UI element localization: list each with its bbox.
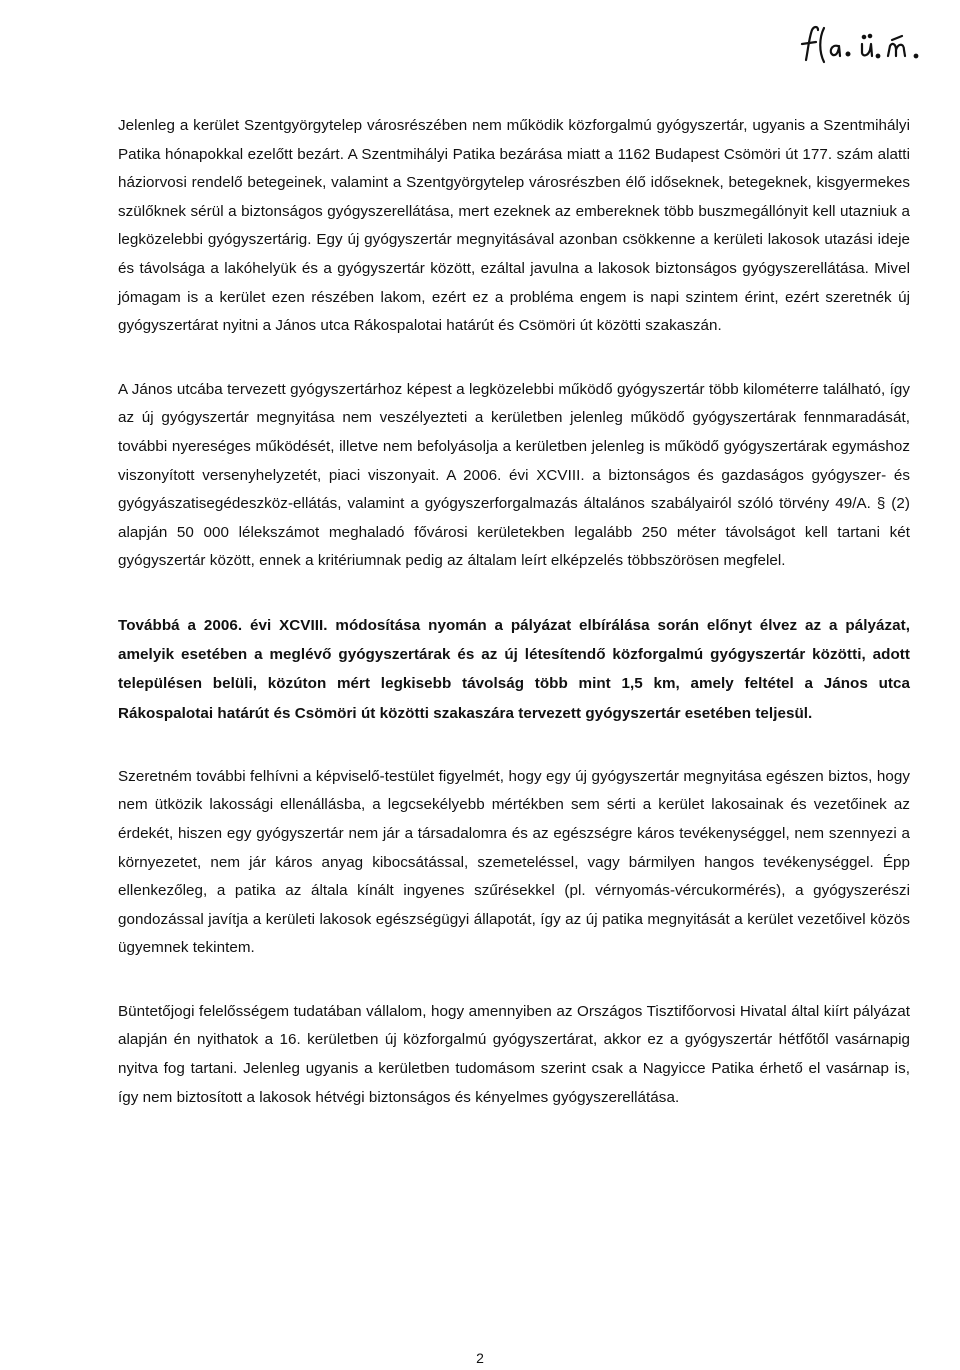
page-number: 2 [476, 1350, 484, 1366]
paragraph-2: A János utcába tervezett gyógyszertárhoz képest a legközelebbi működő gyógyszertár több kilométerre található, így az új gyógyszertár megnyitása nem veszélyezteti a kerületben jelenleg működő gyógyszertárak fennmaradását, további nyereséges működését, illetve nem befolyásolja a kerületben jelenleg is működő gyógyszertárak egymáshoz viszonyított versenyhelyzetét, piaci viszonyait. A 2006. évi XCVIII. a biztonságos és gazdaságos gyógyszer- és gyógyászatisegédeszköz-ellátás, valamint a gyógyszerforgalmazás általános szabályairól szóló törvény 49/A. § (2) alapján 50 000 lélekszámot meghaladó fővárosi kerületekben legalább 250 méter távolságot kell tartani két gyógyszertár között, ennek a kritériumnak pedig az általam leírt elképzelés többszörösen megfelel. [118, 380, 910, 570]
handwritten-annotation [792, 20, 932, 68]
paragraph-3-bold: Továbbá a 2006. évi XCVIII. módosítása nyomán a pályázat elbírálása során előnyt élvez az a pályázat, amelyik esetében a meglévő gyógyszertárak és az új létesítendő közforgalmú gyógyszertár közötti, adott településen belüli, közúton mért legkisebb távolság több mint 1,5 km, amely feltétel a János utca Rákospalotai határút és Csömöri út közötti szakaszára tervezett gyógyszertár esetében teljesül. [118, 616, 910, 722]
document-body [118, 112, 910, 1147]
paragraph-5: Büntetőjogi felelősségem tudatában vállalom, hogy amennyiben az Országos Tisztifőorvosi Hivatal által kiírt pályázat alapján én nyithatok a 16. kerületben új közforgalmú gyógyszertárat, akkor ez a gyógyszertár hétfőtől vasárnapig nyitva fog tartani. Jelenleg ugyanis a kerületben tudomásom szerint csak a Nagyicce Patika érhető el vasárnap is, így nem biztosított a lakosok hétvégi biztonságos és kényelmes gyógyszerellátása. [118, 1002, 910, 1106]
paragraph-4: Szeretném további felhívni a képviselő-testület figyelmét, hogy egy új gyógyszertár megnyitása egészen biztos, hogy nem ütközik lakossági ellenállásba, a legcsekélyebb mértékben sem sérti a kerület lakosainak és vezetőinek az érdekét, hiszen egy gyógyszertár nem jár a társadalomra és az egészségre káros tevékenységgel, nem szennyezi a környezetet, nem jár káros anyag kibocsátással, szemeteléssel, vagy bármilyen hangos tevékenységgel. Épp ellenkezőleg, a patika az általa kínált ingyenes szűrésekkel (pl. vérnyomás-vércukormérés), a gyógyszerészi gondozással javítja a kerületi lakosok egészségügyi állapotát, így az új patika megnyitását a kerület vezetőivel közös ügyemnek tekintem. [118, 767, 910, 957]
paragraph-1: Jelenleg a kerület Szentgyörgytelep városrészében nem működik közforgalmú gyógyszertár, ugyanis a Szentmihályi Patika hónapokkal ezelőtt bezárt. A Szentmihályi Patika bezárása miatt a 1162 Budapest Csömöri út 177. szám alatti háziorvosi rendelő betegeinek, valamint a Szentgyörgytelep városrészben élő időseknek, betegeknek, kisgyermekes szülőknek sérül a biztonságos gyógyszerellátása, mert ezeknek az embereknek több buszmegállónyit kell utazniuk a legközelebbi gyógyszertárig. Egy új gyógyszertár megnyitásával azonban csökkenne a kerületi lakosok utazási ideje és távolsága a lakóhelyük és a gyógyszertár között, ezáltal javulna a lakosok biztonságos gyógyszerellátása. Mivel jómagam is a kerület ezen részében lakom, ezért ez a probléma engem is napi szintem érint, ezért szeretnék új gyógyszertárat nyitni a János utca Rákospalotai határút és Csömöri út közötti szakaszán. [118, 117, 910, 335]
